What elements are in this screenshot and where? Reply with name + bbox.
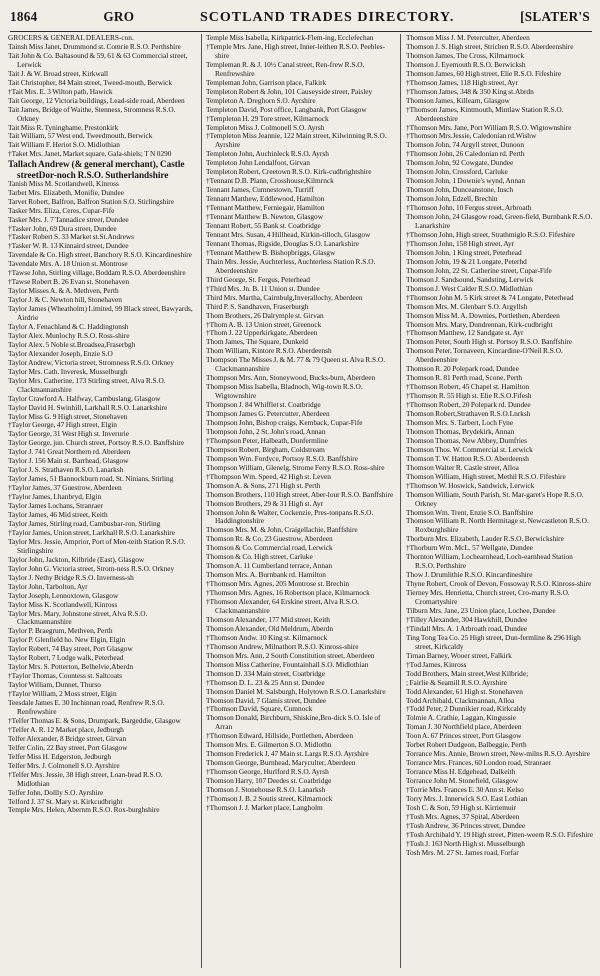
directory-entry: †Telfer Thomas E. & Sons, Drumpark, Bargeddie, Glasgow <box>8 715 181 725</box>
directory-entry: Thom Brothers, 26 Dalrymple st. Girvan <box>206 310 324 320</box>
directory-entry: Torry Mrs. J. Innerwick S.O. East Lothian <box>406 794 528 804</box>
directory-entry: †Tosh Andrew, 36 Princes street, Dundee <box>406 820 526 830</box>
directory-entry: Templeman John, Garrison place, Falkirk <box>206 77 327 87</box>
directory-entry: Teesdale James E. 30 Inchinnan road, Renfrew R.S.O. Renfrewshire <box>8 698 165 716</box>
directory-entry: Thomson David, 7 Glamis street, Dundee <box>206 695 327 705</box>
directory-entry: ; Fairlie & Seamill R.S.O. Ayrshire <box>406 677 507 687</box>
directory-entry: Taylor James, 46 Mid street, Keith <box>8 510 108 520</box>
directory-entry: Taylor Mrs. Mary, Johnstone street, Alva R.S.O. Clackmannanshire <box>8 608 148 627</box>
directory-entry: Tarvet Robert, Balfron, Balfron Station S.O. Stirlingshire <box>8 196 174 206</box>
directory-entry: †Telfer A. R. 12 Market place, Jedburgh <box>8 724 124 734</box>
directory-entry: Tait James, Bridge of Waithe, Stenness, Stromness R.S.O. Orkney <box>8 104 176 123</box>
directory-entry: Thompson John, 2 St. John's road, Annan <box>206 426 326 436</box>
directory-entry: Taylor J. 741 Great Northern rd. Aberdeen <box>8 447 131 457</box>
directory-entry: †Thomson Andrew, Milnathort R.S.O. Kinross-shire <box>206 641 359 651</box>
directory-entry: Tait Christopher, 84 Main street, Tweed-mouth, Berwick <box>8 77 172 87</box>
directory-entry: †Thomson David, Square, Cumnock <box>206 704 313 714</box>
directory-entry: Thomson Wm. Trent, Enzie S.O. Banffshire <box>406 507 534 517</box>
directory-entry: Tierney Mrs. Henrietta, Church street, Cro-marty R.S.O. Cromartyshire <box>406 588 570 607</box>
directory-entry: †Taylor James, Lhanbryd, Elgin <box>8 492 102 502</box>
directory-entry: Thompson J. 84 Whifflet st. Coatbridge <box>206 400 321 410</box>
directory-entry: Thomson Miss Catherine, Fountainhall S.O. Midlothian <box>206 659 369 669</box>
directory-entry: Thomson John, 1 King street, Peterhead <box>406 247 522 257</box>
directory-entry: †Taylor William, 2 Moss street, Elgin <box>8 689 117 699</box>
directory-entry: Thomson Mrs. M. & John, Craigellachie, Banffshire <box>206 525 358 535</box>
directory-entry: Thom William, Kintore R.S.O. Aberdeensh <box>206 346 332 356</box>
directory-entry: Toman J. 30 Northfield place, Aberdeen <box>406 722 522 732</box>
directory-entry: Tavendale Mrs. A. 18 Union st. Montrose <box>8 259 128 269</box>
directory-entry: Tallach Andrew (& general merchant), Castle streetDor-noch R.S.O. Sutherlandshire <box>8 159 185 180</box>
directory-entry: †Tosh Archibald Y. 19 High street, Pitten-weem R.S.O. Fifeshire <box>406 829 593 839</box>
directory-entry: Tennant Robert, 55 Bank st. Coatbridge <box>206 221 321 231</box>
directory-entry: Third George, St. Fergus, Peterhead <box>206 274 310 284</box>
directory-entry: †Thom A. B. 13 Union street, Greenock <box>206 319 322 329</box>
directory-entry: Thomson Mrs. M. Glenbarr S.O. Argyllsh <box>406 301 528 311</box>
directory-entry: †Thomson W. Hoswick, Sandwick, Lerwick <box>406 480 535 490</box>
column-divider <box>201 34 202 968</box>
directory-entry: Tosh Mrs. M. 27 St. James road, Forfar <box>406 847 519 857</box>
directory-entry: Thomson John, Edzell, Brechin <box>406 194 498 204</box>
directory-entry: Thomson Mrs. Ann, 2 South Constitution street, Aberdeen <box>206 650 375 660</box>
directory-entry: Taylor George, 31 West High st. Inverurie <box>8 429 130 439</box>
directory-entry: Thomson J. Sandsound, Sandsting, Lerwick <box>406 274 534 284</box>
column-3 <box>406 34 594 970</box>
directory-entry: Thomson Mrs. E. Gilmerton S.O. Midlothn <box>206 740 332 750</box>
directory-entry: †Thomson John M. 5 Kirk street & 74 Longate, Peterhead <box>406 292 574 302</box>
directory-entry: †Thomson Mrs. Agnes, 205 Montrose st. Brechin <box>206 579 350 589</box>
directory-entry: Thomson R. 20 Polepark road, Dundee <box>406 364 519 374</box>
directory-entry: †Tennant Matthew B. Newton, Glasgow <box>206 212 323 222</box>
directory-entry: †Thompson Peter, Halbeath, Dunfermline <box>206 435 328 445</box>
directory-entry: Thomson Thos. W. Commercial st. Lerwick <box>406 444 533 454</box>
directory-entry: Taylor John, Tarbolton, Ayr <box>8 581 88 591</box>
directory-entry: Todd Alexander, 61 High st. Stonehaven <box>406 686 523 696</box>
directory-entry: Thomson Thomas, New Abbey, Dumfries <box>406 435 527 445</box>
directory-entry: Taylor Alex. Munlochy R.S.O. Ross-shire <box>8 330 130 340</box>
directory-entry: Taylor John G. Victoria street, Strom-ness R.S.O. Orkney <box>8 563 175 573</box>
directory-entry: Thomson J. S. High street, Strichen R.S.O. Aberdeenshire <box>406 41 574 51</box>
directory-entry: Templeton John, Auchinleck R.S.O. Ayrsh <box>206 149 329 159</box>
directory-entry: Torbet Robert Dudgeon, Balbeggie, Perth <box>406 740 527 750</box>
directory-entry: Tait Miss R. Tyninghame, Prestonkirk <box>8 122 119 132</box>
directory-entry: Taylor J. 156 Main st. Barrhead, Glasgow <box>8 456 129 466</box>
directory-entry: Thompson Mrs. Ann, Stoneywood, Bucks-burn, Aberdeen <box>206 373 376 383</box>
directory-entry: Thornton William, Lochearnhead, Loch-earnhead Station R.S.O. Perthshire <box>406 552 573 571</box>
directory-entry: Thomson J. Stonehouse R.S.O. Lanarksh <box>206 785 326 795</box>
directory-entry: †Thom J. 22 Upperkirkgate, Aberdeen <box>206 328 318 338</box>
directory-entry: †Tosh Mrs. Agnes, 37 Spital, Aberdeen <box>406 811 520 821</box>
directory-entry: Thomson J. Eyemouth R.S.O. Berwicksh <box>406 59 526 69</box>
directory-entry: Ting Tong Tea Co. 25 High street, Dun-fermline & 296 High street, Kirkcaldy <box>406 632 581 651</box>
directory-entry: Thomson Brothers, 110 High street, Aber-lour R.S.O. Banffshire <box>206 489 394 499</box>
directory-entry: Taylor James, Stirling road, Cambusbar-ron, Stirling <box>8 518 161 528</box>
directory-entry: Tasker Mrs. J. 7 Tannadice street, Dundee <box>8 214 129 224</box>
directory-entry: †Taylor James, Union street, Larkhall R.S.O. Lanarkshire <box>8 527 175 537</box>
directory-entry: Thomson James, 60 High street, Elie R.S.O. Fifeshire <box>406 68 562 78</box>
directory-entry: †Thomson James, 348 & 350 King st.Abrdn <box>406 86 534 96</box>
directory-entry: Torrance Miss H. Edgehead, Dalkeith <box>406 767 516 777</box>
directory-entry: Thomson Robert,Strathaven R.S.O.Lnrksh <box>406 409 531 419</box>
directory-entry: Taylor John, Jackton, Kilbride (East), Glasgow <box>8 554 145 564</box>
directory-entry: †Tilley Alexander, 304 Hawkhill, Dundee <box>406 614 528 624</box>
directory-entry: Taylor Crawford A. Halfway, Cambuslang, Glasgow <box>8 393 161 403</box>
directory-entry: Thain Mrs. Jessie, Auchterless, Auchterless Station R.S.O. Aberdeenshire <box>206 256 376 275</box>
directory-entry: Taylor Andrew, Victoria street, Stromness R.S.O. Orkney <box>8 357 174 367</box>
directory-entry: Templeton Miss J. Colmonell S.O. Ayrsh <box>206 122 325 132</box>
directory-entry: Torrance Mrs. Frances, 60 London road, Stranraer <box>406 758 551 768</box>
directory-entry: Taylor James (Wheatholm) Limited, 99 Black street, Bawyards, Airdrie <box>8 304 193 323</box>
directory-entry: Tarbet Mrs. Elizabeth, Monifie, Dundee <box>8 187 124 197</box>
directory-entry: †Tasker John, 69 Dura street, Dundee <box>8 223 117 233</box>
directory-entry: †Thomson R. 55 High st. Elie R.S.O.Fifesh <box>406 391 532 401</box>
directory-entry: Thomson Thomas, Brydekirk, Annan <box>406 426 515 436</box>
directory-entry: †Todd Peter, 2 Dunnikier road, Kirkcaldy <box>406 704 527 714</box>
page-title: SCOTLAND TRADES DIRECTORY. <box>200 10 455 25</box>
directory-entry: Taylor Miss K. Scotlandwell, Kinross <box>8 599 118 609</box>
directory-entry: †Tod James, Kinross <box>406 659 467 669</box>
directory-entry: †Taylor George, 47 High street, Elgin <box>8 420 117 430</box>
directory-entry: Tait George, 12 Victoria buildings, Lead-side road, Aberdeen <box>8 95 185 105</box>
directory-entry: Todd Archibald, Clackmannan, Alloa <box>406 695 515 705</box>
directory-entry: Taylor Mrs. Catherine, 173 Stirling street, Alva R.S.O. Clackmannanshire <box>8 375 166 394</box>
column-2 <box>206 34 394 970</box>
directory-entry: †Thomson Alexander, 64 Erskine street, Alva R.S.O. Clackmannanshire <box>206 597 359 615</box>
directory-entry: Third P. S. Sandhaven, Fraserburgh <box>206 301 309 311</box>
page-header <box>10 9 590 31</box>
directory-entry: Tavendale & Co. High street, Banchory R.S.O. Kincardineshire <box>8 250 192 260</box>
directory-entry: Tainsh Miss Janet, Drummond st. Comrie R.S.O. Perthshire <box>8 41 181 51</box>
directory-entry: Tait John & Co. Baltasound & 59, 61 & 63 Commercial street, Lerwick <box>8 50 188 69</box>
directory-entry: Thompson The Misses J. & M. 77 & 79 Queen st. Alva R.S.O. Clackmannanshire <box>206 355 386 374</box>
directory-entry: †Templeton Miss Jeannie, 122 Main street, Kilwinning R.S.O. Ayrshire <box>206 131 387 150</box>
directory-entry: †Thomson Robert, 45 Chapel st. Hamilton <box>406 382 530 392</box>
directory-entry: Thomson John, 22 St. Catherine street, Cupar-Fife <box>406 265 552 275</box>
directory-entry: Thomson A. 11 Cumberland terrace, Annan <box>206 561 333 571</box>
directory-entry: Thomson Mrs. A. Burnbank rd. Hamilton <box>206 570 326 580</box>
directory-entry: †Tennant Matthew B. Bishopbriggs, Glasgw <box>206 247 336 257</box>
directory-entry: Thomson George, Burnhead, Maryculter, Aberdeen <box>206 758 356 768</box>
directory-entry: Templeman R. & J. 10½ Canal street, Ren-frew R.S.O. Renfrewshire <box>206 59 365 78</box>
directory-entry: †Taylor James, 37 Guestrow, Aberdeen <box>8 483 122 493</box>
directory-entry: Tait J. & W. Broad street, Kirkwall <box>8 68 109 78</box>
directory-entry: Taylor Mrs. S. Potterton, Belhelvie,Aberdn <box>8 662 134 672</box>
directory-entry: Thomson D. 334 Main street, Coatbridge <box>206 668 325 678</box>
directory-entry: Templeton David, Post office, Langbank, Port Glasgow <box>206 104 367 114</box>
directory-entry: †Torrie Mrs. Frances E. 30 Ann st. Kelso <box>406 785 524 795</box>
directory-entry: Thomson R. 81 Perth road, Scone, Perth <box>406 373 523 383</box>
directory-entry: Thomson Frederick J. 47 Main st. Largs R.S.O. Ayrshire <box>206 749 369 759</box>
directory-entry: †Thomson Mrs. Jane, Port William R.S.O. Wigtownshire <box>406 122 572 132</box>
directory-entry: Tennant James, Cumnestown, Turriff <box>206 185 314 195</box>
directory-entry: Tennant Mrs. Susan, 4 Hillhead, Kirkin-tilloch, Glasgow <box>206 229 371 239</box>
directory-entry: Taylor Alexander Joseph, Enzie S.O <box>8 348 113 358</box>
directory-entry: †Temple Mrs. Jane, High street, Inner-leithen R.S.O. Peebles-shire <box>206 41 386 60</box>
directory-entry: †Thomson J. B. 2 Soutis street, Kilmarnock <box>206 794 333 804</box>
directory-entry: Taylor George, jun. Church street, Portsoy R.S.O. Banffshire <box>8 438 185 448</box>
directory-entry: Thomson Miss M. A. Downies, Portlethen, Aberdeen <box>406 310 560 320</box>
column-1 <box>8 34 193 970</box>
directory-entry: †Thomson D. L. 23 & 25 Ann st. Dundee <box>206 677 325 687</box>
directory-entry: †Thomson John, 10 Fergus street, Arbroath <box>406 203 532 213</box>
directory-entry: Thomson James, Killearn, Glasgow <box>406 95 510 105</box>
directory-entry: Thomson John, 24 Glasgow road, Green-field, Burnbank R.S.O. Lanarkshire <box>406 212 593 231</box>
directory-entry: Taylor Miss G. 9 High street, Stonehaven <box>8 411 128 421</box>
section-heading: GROCERS & GENERAL DEALERS-con. <box>8 34 134 42</box>
directory-entry: Taylor James Lochans, Stranraer <box>8 501 103 511</box>
directory-entry: Taylor A. Fenachland & C. Haddingtonsh <box>8 322 129 331</box>
directory-entry: †Thomson John, High street, Strathmiglo R.S.O. Fifeshire <box>406 229 575 239</box>
directory-entry: Thomson James, The Cross, Kilmarnock <box>406 50 525 60</box>
directory-entry: †Thomson George, Hurlford R.S.O. Ayrsh <box>206 767 329 777</box>
directory-entry: †Thomson John, 158 High street, Ayr <box>406 238 515 248</box>
directory-entry: †Telfer Mrs. Jessie, 38 High street, Loan-head R.S.O. Midlothian <box>8 769 163 788</box>
directory-entry: Tait William F. Heriot S.O. Midlothian <box>8 140 120 150</box>
directory-entry: Thomson William R. North Hermitage st. Newcastleton R.S.O. Roxburghshire <box>406 516 589 535</box>
directory-entry: †Thomson Mrs. Agnes, 16 Robertson place, Kilmarnock <box>206 588 370 598</box>
directory-entry: Telfer Colin, 22 Bay street, Port Glasgow <box>8 742 128 752</box>
directory-entry: Thomson Alexander, Old Meldrum, Aberdn <box>206 623 334 633</box>
directory-entry: Thomson William, High street, Methil R.S.O. Fifeshire <box>406 471 566 481</box>
directory-entry: Thomson Walter R. Castle street, Alloa <box>406 462 519 472</box>
directory-entry: Taylor Alex. 5 Noble st.Broadsea,Fraserbgh <box>8 339 136 349</box>
directory-entry: †Tosh J. 163 North High st. Musselburgh <box>406 838 525 848</box>
directory-entry: Tennant Thomas, Rigside, Douglas S.O. Lanarkshire <box>206 238 359 248</box>
directory-entry: †Tasker W. R. 13 Kinnaird street, Dundee <box>8 241 129 251</box>
directory-entry: Taylor Joseph, Lennoxtown, Glasgow <box>8 590 119 600</box>
directory-entry: Third Mrs. Martha, Cairnbulg,Inverallochy, Aberdeen <box>206 292 363 302</box>
directory-entry: †Thompson Wm. Speed, 42 High st. Leven <box>206 471 331 481</box>
directory-entry: Torrance John M. Stonefield, Glasgow <box>406 776 519 786</box>
directory-entry: Torrance Mrs. Annie, Brown street, New-milns R.S.O. Ayrshire <box>406 749 590 759</box>
directory-entry: †Tennant D.B. Plann, Crosshouse,Kilmrnck <box>206 176 334 186</box>
directory-entry: †Thomson Edward, Hillside, Portlethen, Aberdeen <box>206 731 354 741</box>
directory-entry: Thorburn Mrs. Elizabeth, Lauder R.S.O. Berwickshire <box>406 534 564 544</box>
directory-entry: Taylor P. Braegrum, Methven, Perth <box>8 626 113 636</box>
directory-entry: Thomson John, 19 & 21 Longate, Peterhd <box>406 256 527 266</box>
directory-entry: Thomson Peter, Tornaveen, Kincardine-O'Neil R.S.O. Aberdeenshire <box>406 346 563 365</box>
directory-entry: Taylor David H. Swinhill, Larkhall R.S.O. Lanarkshire <box>8 402 168 412</box>
directory-entry: Todd Brothers, Main street,West Kilbride; <box>406 668 529 678</box>
page-number: 1864 <box>10 9 38 24</box>
directory-entry: Temple Mrs. Helen, Abernm R.S.O. Rox-burghshire <box>8 805 160 815</box>
directory-entry: Thomson John, 74 Argyll street, Dunoon <box>406 140 525 150</box>
directory-entry: †Thomson Mrs.Jessie, Caledonian rd.Wishw <box>406 131 537 141</box>
directory-entry: Tilburn Mrs. Jane, 23 Union place, Lochee, Dundee <box>406 606 556 615</box>
directory-entry: Thyne Robert, Crook of Devon, Fossoway R.S.O. Kinross-shire <box>406 579 592 589</box>
directory-entry: Thomson & Co. High street, Carluke <box>206 552 313 562</box>
directory-entry: Templeton A. Dreghorn S.O. Ayrshire <box>206 95 316 105</box>
directory-entry: Thomson Alexander, 177 Mid street, Keith <box>206 614 330 624</box>
directory-entry: Thomson T. W. Hatton R.S.O. Aberdeensh <box>406 453 529 463</box>
directory-entry: Taylor Robert, 74 Bay street, Port Glasgow <box>8 644 133 654</box>
directory-entry: Taylor Mrs. Cath. Inveresk, Musselburgh <box>8 366 128 376</box>
directory-entry: Telford J. 37 St. Mary st. Kirkcudbright <box>8 796 123 806</box>
directory-entry: Thomson John, 1 Downie's wynd, Annan <box>406 176 526 186</box>
directory-entry: †Templeton H. 29 Tore street, Kilmarnock <box>206 113 329 123</box>
directory-entry: Thomson Mrs. S. Tarbert, Loch Fyne <box>406 417 514 427</box>
directory-entry: †Thomson Matthew, 12 Sandgate st. Ayr <box>406 328 524 338</box>
section-label: [SLATER'S <box>520 9 590 24</box>
directory-entry: Thomson Brothers, 29 & 31 High st. Ayr <box>206 498 324 508</box>
directory-entry: Temple Miss Isabella, Kirkpatrick-Flem-ing, Ecclefechan <box>206 34 374 42</box>
directory-entry: Templeton John Lendalfoot, Girvan <box>206 158 310 168</box>
directory-entry: †Thomson John, 26 Caledonian rd. Perth <box>406 149 525 159</box>
directory-entry: Telfer Mrs. J. Colmonell S.O. Ayrshire <box>8 760 120 770</box>
directory-entry: Telfer Alexander, 8 Bridge street, Girvan <box>8 733 127 743</box>
directory-entry: Thompson William, Glenelg, Strome Ferry R.S.O. Ross-shire <box>206 462 385 472</box>
directory-entry: Telfer Miss H. Edgerston, Jedburgh <box>8 751 111 761</box>
header-rule <box>10 31 592 32</box>
directory-entry: Thomson John, 92 Cowgate, Dundee <box>406 158 514 168</box>
directory-entry: Taylor James, 51 Bannockburn road, St. Ninians, Stirling <box>8 474 174 484</box>
directory-entry: Thomson Peter, South High st. Portsoy R.S.O. Banffshire <box>406 337 573 347</box>
directory-entry: Thomson Mrs. Mary, Dundrennan, Kirk-cudbright <box>406 319 553 329</box>
directory-entry: Taylor J. S. Strathaven R.S.O. Lanarksh <box>8 465 124 475</box>
directory-entry: †Tawse John, Stirling village, Boddam R.S.O. Aberdeenshire <box>8 268 186 278</box>
directory-entry: Toon A. 67 Princes street, Port Glasgow <box>406 731 522 741</box>
directory-entry: Thomson John, Crossford, Carluke <box>406 167 508 177</box>
directory-entry: Thow J. Drumlithie R.S.O. Kincardineshire <box>406 570 533 580</box>
directory-entry: Taylor J. & C. Newton hill, Stonehaven <box>8 295 122 305</box>
directory-entry: Templeton Robert & John, 101 Causeyside street, Paisley <box>206 86 373 96</box>
directory-entry: Taylor Robert, 7 Lodge walk, Peterhead <box>8 653 124 663</box>
directory-entry: Thomson William, South Parish, St. Mar-garet's Hope R.S.O. Orkney <box>406 489 584 508</box>
directory-entry: †Taylor Thomas, Countess st. Saltcoats <box>8 671 123 681</box>
directory-entry: Taylor P. Glenfield ho. New Elgin, Elgin <box>8 635 126 645</box>
directory-entry: †Tait Mrs. E. 3 Wilton path, Hawick <box>8 86 113 96</box>
directory-entry: Tirnan Barney, Wooer street, Falkirk <box>406 650 512 660</box>
directory-entry: Thom James, The Square, Dunkeld <box>206 337 308 347</box>
directory-entry: Thomson Miss J. M. Peterculter, Aberdeen <box>406 34 530 42</box>
directory-entry: Thomson John & Walter, Cockenzie, Pres-tonpans R.S.O. Haddingtonshire <box>206 507 374 526</box>
directory-entry: †Tasker Robert S. 33 Market st.St.Andrews <box>8 232 134 242</box>
directory-entry: †Tennant Matthew, Ferniegair, Hamilton <box>206 203 325 213</box>
directory-entry: Tolmie A. Crathie, Laggan, Kingussie <box>406 713 516 723</box>
directory-entry: Thompson James G. Petercutter, Aberdeen <box>206 409 330 419</box>
directory-entry: †Tawse Robert B. 26 Evan st. Stonehaven <box>8 277 130 287</box>
directory-entry: Thomson Rt. & Co. 23 Guestrow, Aberdeen <box>206 534 333 544</box>
directory-entry: Tait William, 57 West end, Tweedmouth, Berwick <box>8 131 153 141</box>
directory-entry: Thompson Wm. Fordyce, Portsoy R.S.O. Banffshire <box>206 453 358 463</box>
directory-entry: †Thomson J. J. Market place, Langholm <box>206 802 323 812</box>
directory-entry: Tanish Miss M. Scotlandwell, Kinross <box>8 178 119 188</box>
directory-entry: Thomson & Co. Commercial road, Lerwick <box>206 543 333 553</box>
directory-entry: Templeton Robert, Creetown R.S.O. Kirk-cudbrightshire <box>206 167 372 177</box>
directory-entry: Thomson A. & Sons, 271 High st. Perth <box>206 480 321 490</box>
directory-entry: Thomson Donald, Birchburn, Shiskine,Bro-dick S.O. Isle of Arran <box>206 713 381 732</box>
directory-entry: Thomson J. West Calder R.S.O. Midlothian <box>406 283 532 293</box>
directory-entry: †Tindall Mrs. A. 1 Arbroath road, Dundee <box>406 623 528 633</box>
directory-entry: †Taket Mrs. Janet, Market square, Gala-shiels; T N 0290 <box>8 149 172 159</box>
directory-entry: Thompson Miss Isabella, Bladnoch, Wig-town R.S.O. Wigtownshire <box>206 382 363 401</box>
directory-entry: Taylor Misses A. & A. Methven, Perth <box>8 286 119 296</box>
directory-entry: Tosh C. & Son, 59 High st. Kirriemuir <box>406 802 517 812</box>
directory-entry: †Thomson Andw. 10 King st. Kilmarnock <box>206 632 328 642</box>
directory-entry: Thomson John, Dunceanstone, Insch <box>406 185 514 195</box>
section-code: GRO <box>103 9 135 24</box>
directory-entry: Taylor Mrs. Jessie, Amprior, Port of Men-teith Station R.S.O. Stirlingshire <box>8 536 186 555</box>
directory-entry: Tennant Matthew, Eddlewood, Hamilton <box>206 194 325 204</box>
directory-entry: Tasker Mrs. Eliza, Ceres, Cupar-Fife <box>8 205 115 215</box>
directory-entry: Thomson Harry, 107 Deedes st. Coatbridge <box>206 776 332 786</box>
directory-entry: †Thomson James, 118 High street, Ayr <box>406 77 518 87</box>
directory-entry: †Thomson James, Kintmouth, Mintlaw Station R.S.O. Aberdeenshire <box>406 104 564 123</box>
directory-entry: Thompson John, Bishop craigs, Kemback, Cupar-Fife <box>206 417 363 427</box>
directory-entry: Thompson Robert, Birgham, Coldstream <box>206 444 325 454</box>
column-divider <box>400 34 401 968</box>
directory-entry: †Third Mrs. Jn. B. 11 Union st. Dundee <box>206 283 320 293</box>
directory-entry: Taylor J. Nethy Bridge R.S.O. Inverness-sh <box>8 572 134 582</box>
directory-entry: †Thorburn Wm. McL. 57 Wellgate, Dundee <box>406 543 533 553</box>
directory-entry: Telfer John, Dollly S.O. Ayrshire <box>8 787 104 797</box>
directory-entry: Taylor William, Dunnet, Thurso <box>8 680 101 690</box>
directory-entry: †Thomson Robert, 20 Polepark rd. Dundee <box>406 400 531 410</box>
directory-entry: Thomson Daniel M. Salsburgh, Holytown R.S.O. Lanarkshire <box>206 686 386 696</box>
